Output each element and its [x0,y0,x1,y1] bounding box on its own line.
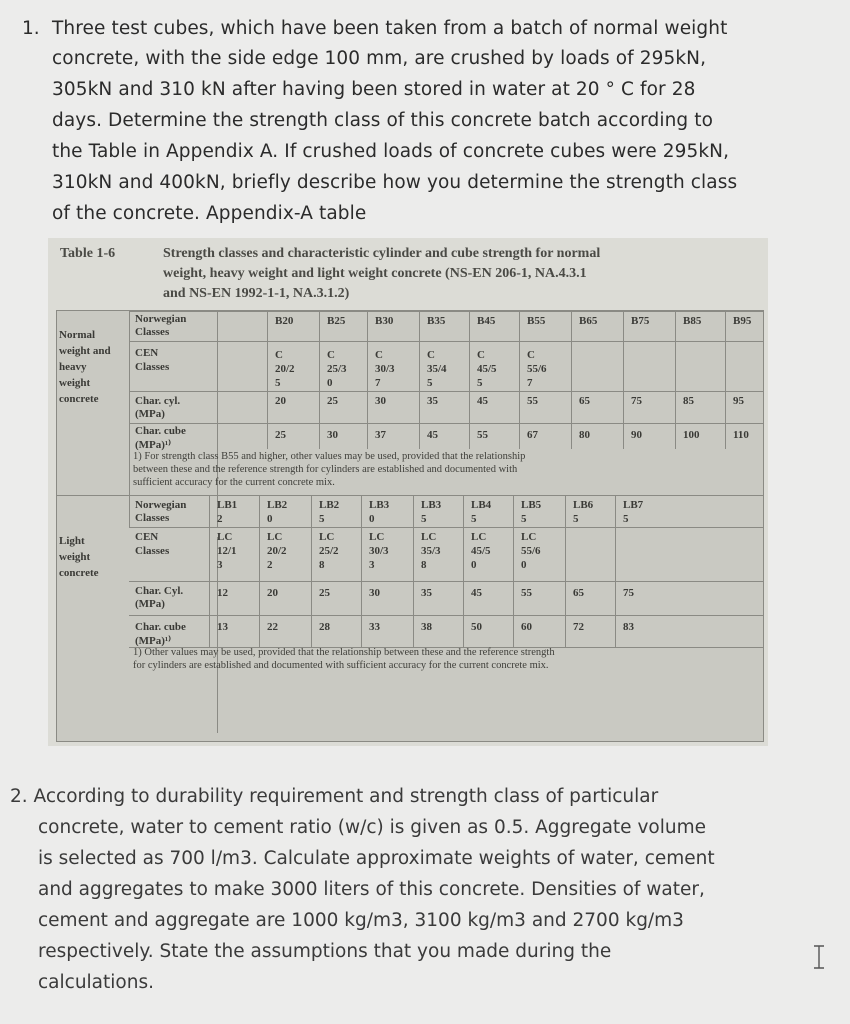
cen-class: 5 [275,377,281,389]
char-cube-value: 72 [573,621,584,633]
question-2-line: calculations. [38,972,154,993]
light-section-label: Light [59,535,85,547]
char-cube-value: 37 [375,429,386,441]
row-label-norwegian: Classes [135,512,170,524]
char-cube-value: 100 [683,429,700,441]
table-title-line: and NS-EN 1992-1-1, NA.3.1.2) [163,286,350,301]
normal-section-label: concrete [59,393,99,405]
cen-class: C [375,349,383,361]
norwegian-class: B30 [375,315,394,327]
norwegian-class: LB7 [623,499,644,511]
light-footnote: for cylinders are established and documented with sufficient accuracy for the current concrete mix. [133,660,549,671]
table-grid-line [565,495,566,647]
table-grid-line [623,311,624,449]
cen-class: 7 [527,377,533,389]
row-label-cen: CEN [135,347,159,359]
char-cube-value: 25 [275,429,286,441]
table-grid-line [367,311,368,449]
question-1-number: 1. [22,18,40,39]
char-cyl-value: 20 [275,395,286,407]
table-grid-line [129,615,763,616]
table-grid-line [259,495,260,647]
char-cube-value: 30 [327,429,338,441]
norwegian-class: 0 [369,513,375,525]
norwegian-class: LB2 [319,499,340,511]
table-grid-line [725,311,726,449]
table-grid-line [519,311,520,449]
table-grid-line [615,495,616,647]
cen-class: C [275,349,283,361]
char-cube-value: 60 [521,621,532,633]
norwegian-class: LB2 [267,499,288,511]
norwegian-class: 5 [471,513,477,525]
row-label-norwegian: Classes [135,326,170,338]
char-cyl-value: 55 [521,587,532,599]
cen-class: 30/3 [375,363,395,375]
norwegian-class: LB5 [521,499,542,511]
cen-class: LC [421,531,437,543]
cen-class: C [527,349,535,361]
cen-class: 12/1 [217,545,237,557]
table-title-line: Strength classes and characteristic cylinder and cube strength for normal [163,246,601,261]
char-cube-value: 80 [579,429,590,441]
norwegian-class: 2 [217,513,223,525]
question-1-line: 310kN and 400kN, briefly describe how you determine the strength class [52,172,738,193]
normal-section-label: weight [59,377,91,389]
table-grid-line [209,495,210,647]
norwegian-class: B95 [733,315,752,327]
table-grid-line [57,495,763,496]
cen-class: C [477,349,485,361]
cen-class: LC [369,531,385,543]
question-1-line: days. Determine the strength class of this concrete batch according to [52,110,713,131]
cen-class: 55/6 [521,545,541,557]
char-cyl-value: 20 [267,587,278,599]
char-cube-value: 45 [427,429,438,441]
char-cyl-value: 25 [319,587,330,599]
norwegian-class: LB6 [573,499,594,511]
char-cyl-value: 75 [631,395,642,407]
table-grid-line [675,311,676,449]
table-grid-line [129,423,763,424]
char-cube-value: 38 [421,621,432,633]
normal-section-label: heavy [59,361,87,373]
normal-footnote: 1) For strength class B55 and higher, other values may be used, provided that the relationship [133,451,526,462]
char-cube-value: 22 [267,621,278,633]
char-cube-value: 110 [733,429,749,441]
table-grid-line [129,341,763,342]
norwegian-class: B65 [579,315,598,327]
cen-class: 5 [477,377,483,389]
norwegian-class: LB3 [421,499,442,511]
char-cyl-value: 65 [573,587,584,599]
normal-section-label: Normal [59,329,96,341]
table-grid-line [129,311,763,312]
cen-class: LC [319,531,335,543]
row-label-cyl: Char. Cyl. [135,585,184,597]
cen-class: C [427,349,435,361]
cen-class: 35/3 [421,545,441,557]
question-2-line: respectively. State the assumptions that you made during the [38,941,612,962]
norwegian-class: 5 [573,513,579,525]
question-2-line: is selected as 700 l/m3. Calculate approximate weights of water, cement [38,848,715,869]
char-cube-value: 67 [527,429,538,441]
table-grid-line [129,391,763,392]
row-label-norwegian: Norwegian [135,499,187,511]
norwegian-class: B20 [275,315,294,327]
cen-class: 45/5 [477,363,497,375]
row-label-cube: (MPa)¹⁾ [135,635,171,647]
cen-class: 5 [427,377,433,389]
cen-class: 30/3 [369,545,389,557]
question-1-line: of the concrete. Appendix-A table [52,203,367,224]
cen-class: 35/4 [427,363,447,375]
row-label-cube: Char. cube [135,621,186,633]
norwegian-class: 5 [421,513,427,525]
question-1-line: concrete, with the side edge 100 mm, are crushed by loads of 295kN, [52,48,707,69]
question-2-line: cement and aggregate are 1000 kg/m3, 3100 kg/m3 and 2700 kg/m3 [38,910,684,931]
light-section-label: weight [59,551,91,563]
question-1-line: Three test cubes, which have been taken from a batch of normal weight [52,18,728,39]
char-cyl-value: 30 [375,395,386,407]
table-grid-line [413,495,414,647]
norwegian-class: LB1 [217,499,238,511]
char-cube-value: 13 [217,621,228,633]
char-cyl-value: 12 [217,587,228,599]
norwegian-class: B75 [631,315,650,327]
light-footnote: 1) Other values may be used, provided that the relationship between these and the reference strength [133,647,555,658]
row-label-norwegian: Norwegian [135,313,187,325]
char-cyl-value: 95 [733,395,744,407]
question-1-line: 305kN and 310 kN after having been stored in water at 20 ° C for 28 [52,79,696,100]
table-grid-line [469,311,470,449]
cen-class: LC [471,531,487,543]
norwegian-class: 0 [267,513,273,525]
cen-class: LC [267,531,283,543]
norwegian-class: 5 [623,513,629,525]
char-cyl-value: 45 [477,395,488,407]
appendix-table-photo [48,238,768,746]
strength-class-table [56,310,764,742]
row-label-cyl: (MPa) [135,408,165,420]
row-label-cen: Classes [135,361,170,373]
cen-class: 3 [369,559,375,571]
char-cyl-value: 65 [579,395,590,407]
question-1-line: the Table in Appendix A. If crushed loads of concrete cubes were 295kN, [52,141,730,162]
cen-class: 0 [521,559,527,571]
row-label-cen: Classes [135,545,170,557]
table-grid-line [513,495,514,647]
char-cube-value: 50 [471,621,482,633]
norwegian-class: B25 [327,315,346,327]
cen-class: 3 [217,559,223,571]
cen-class: 0 [471,559,477,571]
cen-class: 45/5 [471,545,491,557]
table-label: Table 1-6 [60,246,116,261]
question-2-line: and aggregates to make 3000 liters of this concrete. Densities of water, [38,879,705,900]
cen-class: 7 [375,377,381,389]
table-grid-line [267,311,268,449]
row-label-cube: (MPa)¹⁾ [135,439,171,451]
cen-class: 8 [421,559,427,571]
cen-class: 0 [327,377,333,389]
norwegian-class: B35 [427,315,446,327]
norwegian-class: LB3 [369,499,390,511]
table-grid-line [463,495,464,647]
question-2-line: 2. According to durability requirement and strength class of particular [10,786,659,807]
char-cyl-value: 35 [427,395,438,407]
char-cyl-value: 75 [623,587,634,599]
norwegian-class: LB4 [471,499,492,511]
cen-class: LC [217,531,233,543]
cen-class: 25/3 [327,363,347,375]
table-grid-line [311,495,312,647]
table-grid-line [571,311,572,449]
char-cyl-value: 35 [421,587,432,599]
char-cube-value: 28 [319,621,330,633]
cen-class: 25/2 [319,545,339,557]
char-cyl-value: 30 [369,587,380,599]
row-label-cen: CEN [135,531,159,543]
cen-class: 2 [267,559,273,571]
table-grid-line [129,581,763,582]
table-grid-line [361,495,362,647]
row-label-cube: Char. cube [135,425,186,437]
cen-class: LC [521,531,537,543]
table-grid-line [129,527,763,528]
light-section-label: concrete [59,567,99,579]
norwegian-class: 5 [521,513,527,525]
char-cyl-value: 45 [471,587,482,599]
char-cyl-value: 85 [683,395,694,407]
table-grid-line [319,311,320,449]
char-cube-value: 33 [369,621,380,633]
norwegian-class: 5 [319,513,325,525]
question-2-line: concrete, water to cement ratio (w/c) is given as 0.5. Aggregate volume [38,817,706,838]
table-grid-line [419,311,420,449]
char-cube-value: 83 [623,621,634,633]
normal-footnote: sufficient accuracy for the current concrete mix. [133,477,335,488]
text-cursor-icon [812,945,826,969]
normal-footnote: between these and the reference strength for cylinders are established and documented with [133,464,518,475]
row-label-cyl: (MPa) [135,598,165,610]
norwegian-class: B45 [477,315,496,327]
char-cyl-value: 25 [327,395,338,407]
cen-class: C [327,349,335,361]
cen-class: 20/2 [275,363,295,375]
cen-class: 20/2 [267,545,287,557]
char-cyl-value: 55 [527,395,538,407]
row-label-cyl: Char. cyl. [135,395,181,407]
normal-section-label: weight and [59,345,111,357]
question-2 [0,786,850,1006]
norwegian-class: B55 [527,315,546,327]
char-cube-value: 90 [631,429,642,441]
cen-class: 8 [319,559,325,571]
char-cube-value: 55 [477,429,488,441]
norwegian-class: B85 [683,315,702,327]
cen-class: 55/6 [527,363,547,375]
table-title-line: weight, heavy weight and light weight concrete (NS-EN 206-1, NA.4.3.1 [163,266,587,281]
